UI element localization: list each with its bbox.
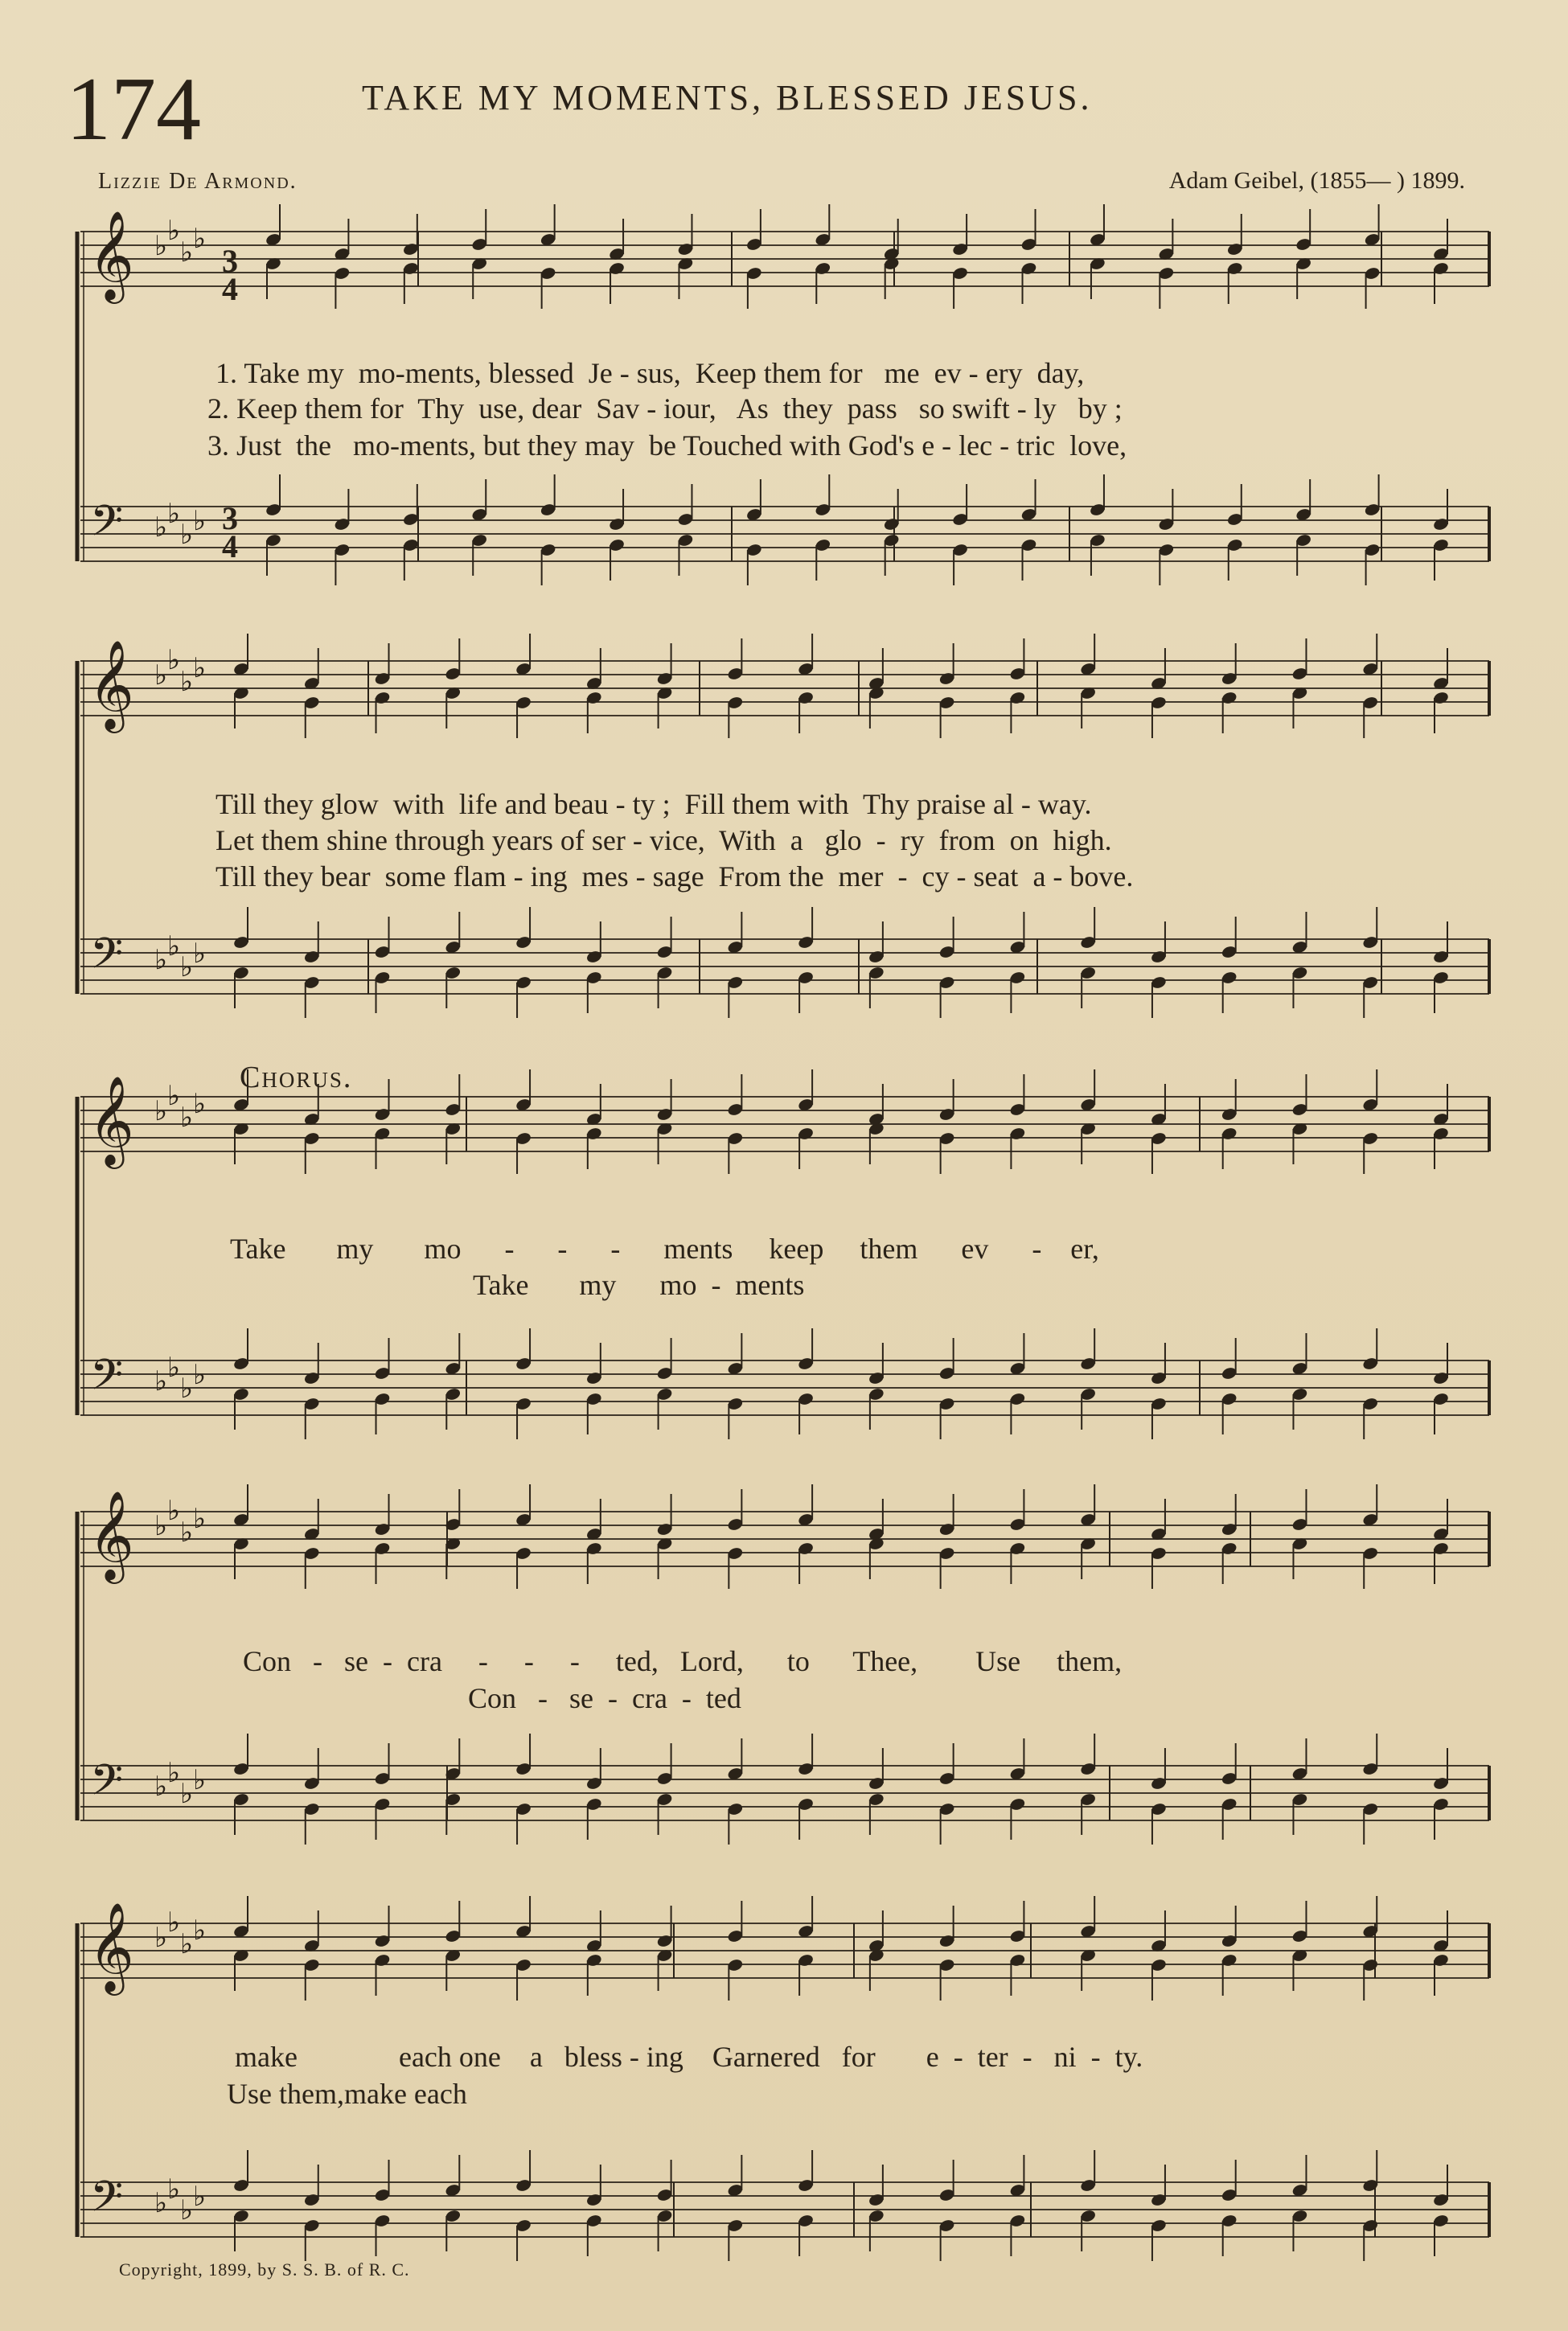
flat-icon: ♭ [180, 236, 194, 269]
chorus-line-3: make each one a bless - ing Garnered for e - ter - ni - ty. [235, 2041, 1143, 2073]
flat-icon: ♭ [193, 1088, 207, 1120]
flat-icon: ♭ [154, 1922, 168, 1954]
treble-clef-icon: 𝄞 [88, 1902, 134, 1992]
flat-icon: ♭ [167, 215, 181, 247]
time-signature-bottom-bass: 4 [222, 528, 238, 564]
flat-icon: ♭ [180, 2194, 194, 2226]
chorus-line-2-alt: Con - se - cra - ted [468, 1682, 741, 1714]
flat-icon: ♭ [167, 1080, 181, 1112]
verse-2-line-2: Let them shine through years of ser - vice, With a glo - ry from on high. [215, 824, 1112, 856]
bass-clef-icon: 𝄢 [90, 930, 124, 989]
flat-icon: ♭ [154, 1095, 168, 1127]
flat-icon: ♭ [154, 944, 168, 976]
flat-icon: ♭ [193, 1764, 207, 1796]
flat-icon: ♭ [193, 938, 207, 970]
flat-icon: ♭ [180, 1102, 194, 1134]
verse-1-line-1: 1. Take my mo-ments, blessed Je - sus, Keep them for me ev - ery day, [215, 357, 1085, 389]
treble-clef-icon: 𝄞 [88, 1490, 134, 1580]
flat-icon: ♭ [167, 1906, 181, 1939]
time-signature-top-treble: 3 [222, 243, 238, 279]
bass-clef-icon: 𝄢 [90, 1756, 124, 1816]
flat-icon: ♭ [154, 230, 168, 262]
chorus-line-1: Take my mo - - - ments keep them ev - er, [230, 1233, 1099, 1265]
chorus-line-1-alt: Take my mo - ments [473, 1269, 805, 1301]
flat-icon: ♭ [154, 2187, 168, 2219]
treble-clef-icon: 𝄞 [88, 210, 134, 300]
flat-icon: ♭ [193, 1503, 207, 1535]
treble-clef-icon: 𝄞 [88, 639, 134, 729]
bass-clef-icon: 𝄢 [90, 497, 124, 556]
flat-icon: ♭ [167, 498, 181, 530]
flat-icon: ♭ [154, 659, 168, 692]
composer-credit: Adam Geibel, (1855— ) 1899. [1168, 167, 1465, 194]
flat-icon: ♭ [167, 1757, 181, 1789]
time-signature-top-bass: 3 [222, 500, 238, 536]
flat-icon: ♭ [180, 951, 194, 983]
flat-icon: ♭ [180, 1778, 194, 1810]
flat-icon: ♭ [154, 1771, 168, 1803]
flat-icon: ♭ [193, 223, 207, 255]
chorus-line-3-alt: Use them,make each [227, 2078, 467, 2110]
verse-1-line-2: Till they glow with life and beau - ty ; Fill them with Thy praise al - way. [215, 788, 1092, 820]
flat-icon: ♭ [167, 2173, 181, 2206]
copyright-notice: Copyright, 1899, by S. S. B. of R. C. [119, 2259, 410, 2280]
flat-icon: ♭ [167, 1495, 181, 1527]
hymn-number: 174 [66, 60, 201, 159]
flat-icon: ♭ [167, 1352, 181, 1384]
flat-icon: ♭ [154, 1365, 168, 1397]
hymn-title: TAKE MY MOMENTS, BLESSED JESUS. [362, 78, 1093, 117]
flat-icon: ♭ [180, 1516, 194, 1549]
flat-icon: ♭ [180, 1373, 194, 1405]
flat-icon: ♭ [193, 1359, 207, 1391]
flat-icon: ♭ [154, 1510, 168, 1542]
verse-2-line-1: 2. Keep them for Thy use, dear Sav - iour, As they pass so swift - ly by ; [207, 392, 1123, 425]
flat-icon: ♭ [180, 1928, 194, 1960]
flat-icon: ♭ [193, 652, 207, 684]
flat-icon: ♭ [167, 644, 181, 676]
verse-3-line-1: 3. Just the mo-ments, but they may be Touched with God's e - lec - tric love, [207, 429, 1127, 462]
chorus-label: Chorus. [240, 1061, 353, 1094]
flat-icon: ♭ [154, 511, 168, 544]
flat-icon: ♭ [167, 930, 181, 962]
flat-icon: ♭ [193, 1914, 207, 1947]
flat-icon: ♭ [180, 666, 194, 698]
time-signature-bottom-treble: 4 [222, 271, 238, 307]
author-credit: Lizzie De Armond. [98, 169, 298, 194]
verse-3-line-2: Till they bear some flam - ing mes - sage From the mer - cy - seat a - bove. [215, 860, 1134, 893]
flat-icon: ♭ [193, 505, 207, 537]
treble-clef-icon: 𝄞 [88, 1075, 134, 1165]
flat-icon: ♭ [180, 519, 194, 551]
flat-icon: ♭ [193, 2181, 207, 2213]
bass-clef-icon: 𝄢 [90, 1351, 124, 1410]
bass-clef-icon: 𝄢 [90, 2173, 124, 2232]
chorus-line-2: Con - se - cra - - - ted, Lord, to Thee, Use them, [243, 1645, 1123, 1677]
